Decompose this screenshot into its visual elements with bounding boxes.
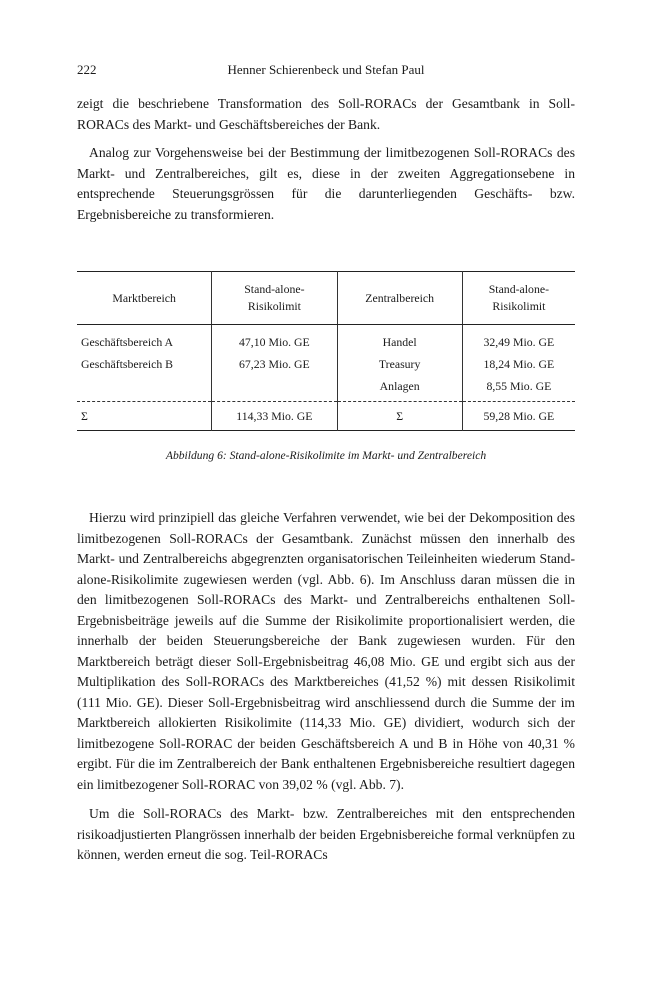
header-zentral-limit	[462, 272, 575, 325]
cell-markt-limit: 67,23 Mio. GE	[212, 353, 337, 375]
cell-markt: Geschäftsbereich B	[77, 353, 212, 375]
sum-symbol-markt: Σ	[77, 402, 212, 431]
cell-markt-limit: 47,10 Mio. GE	[212, 325, 337, 354]
cell-zentral: Anlagen	[337, 375, 462, 402]
cell-zentral: Treasury	[337, 353, 462, 375]
cell-markt	[77, 375, 212, 402]
figure-caption: Abbildung 6: Stand-alone-Risikolimite im Markt- und Zentralbereich	[165, 449, 487, 462]
sum-symbol-zentral: Σ	[337, 402, 462, 431]
page-header	[77, 62, 575, 82]
sum-markt-limit: 114,33 Mio. GE	[212, 402, 337, 431]
paragraph-2: Analog zur Vorgehensweise bei der Bestimmung der limitbezogenen Soll-RORACs des Markt- und Zentralbereiches, gilt es, diese in der zweiten Aggregationsebene in entsprechende Steuerungsgrössen für die darunterliegenden Geschäfts- bzw. Ergebnisbereiche zu transformieren.	[77, 145, 575, 222]
cell-zentral-limit: 18,24 Mio. GE	[483, 356, 555, 371]
cell-zentral-limit: 32,49 Mio. GE	[483, 334, 555, 349]
table-row	[77, 375, 575, 402]
header-risikolimit: Risikolimit	[492, 299, 546, 313]
running-title: Henner Schierenbeck und Stefan Paul	[227, 62, 425, 77]
sum-zentral-limit: 59,28 Mio. GE	[462, 402, 575, 431]
header-zentralbereich: Zentralbereich	[337, 272, 462, 325]
risk-limit-table-figure	[77, 271, 575, 462]
paragraph-4: Um die Soll-RORACs des Markt- bzw. Zentralbereiches mit den entsprechenden risikoadjustierten Plangrössen innerhalb der beiden Ergebnisbereiche formal verknüpfen zu können, werden erneut die sog. Teil-RORACs	[77, 806, 575, 862]
header-marktbereich: Marktbereich	[77, 272, 212, 325]
table-sum-row	[77, 402, 575, 431]
cell-zentral: Handel	[337, 325, 462, 354]
paragraph-3: Hierzu wird prinzipiell das gleiche Verfahren verwendet, wie bei der Dekomposition des limitbezogenen Soll-RORACs der Gesamtbank. Zunächst müssen den innerhalb des Markt- und Zentralbereichs abgegrenzten organisatorischen Teileinheiten wiederum Stand-alone-Risikolimite zugewiesen werden (vgl. Abb. 6). Im Anschluss daran müssen die in den limitbezogenen Soll-RORACs des Markt- und Zentralbereichs enthaltenen Soll-Ergebnisbeiträge jeweils auf die Summe der Risikolimite proportionalisiert werden, die innerhalb der beiden Steuerungsbereiche der Bank zugewiesen wurden. Für den Marktbereich beträgt dieser Soll-Ergebnisbeitrag 46,08 Mio. GE und ergibt sich aus der Multiplikation des Soll-RORACs des Marktbereiches (41,52 %) mit dessen Risikolimit (111 Mio. GE). Dieser Soll-Ergebnisbeitrag wird anschliessend durch die Summe der im Marktbereich allokierten Risikolimite (114,33 Mio. GE) dividiert, wodurch sich der limitbezogene Soll-RORAC der beiden Geschäftsbereich A und B in Höhe von 40,31 % ergibt. Für die im Zentralbereich der Bank enthaltenen Ergebnisbereiche resultiert dagegen ein limitbezogener Soll-RORAC von 39,02 % (vgl. Abb. 7).	[77, 510, 575, 792]
header-risikolimit: Risikolimit	[247, 299, 301, 313]
paragraph-1: zeigt die beschriebene Transformation des Soll-RORACs der Gesamtbank in Soll-RORACs des Markt- und Geschäftsbereiches der Bank.	[77, 96, 575, 132]
header-markt-limit	[212, 272, 337, 325]
table-header-row	[77, 272, 575, 325]
header-stand-alone: Stand-alone-	[488, 282, 550, 296]
table-row	[77, 353, 575, 375]
cell-markt-limit	[212, 375, 337, 402]
header-stand-alone: Stand-alone-	[244, 282, 305, 296]
cell-markt: Geschäftsbereich A	[77, 325, 212, 354]
document-page	[77, 62, 575, 866]
risk-limit-table	[77, 271, 575, 431]
cell-zentral-limit: 8,55 Mio. GE	[486, 378, 552, 393]
page-number: 222	[77, 62, 97, 77]
table-row	[77, 325, 575, 354]
